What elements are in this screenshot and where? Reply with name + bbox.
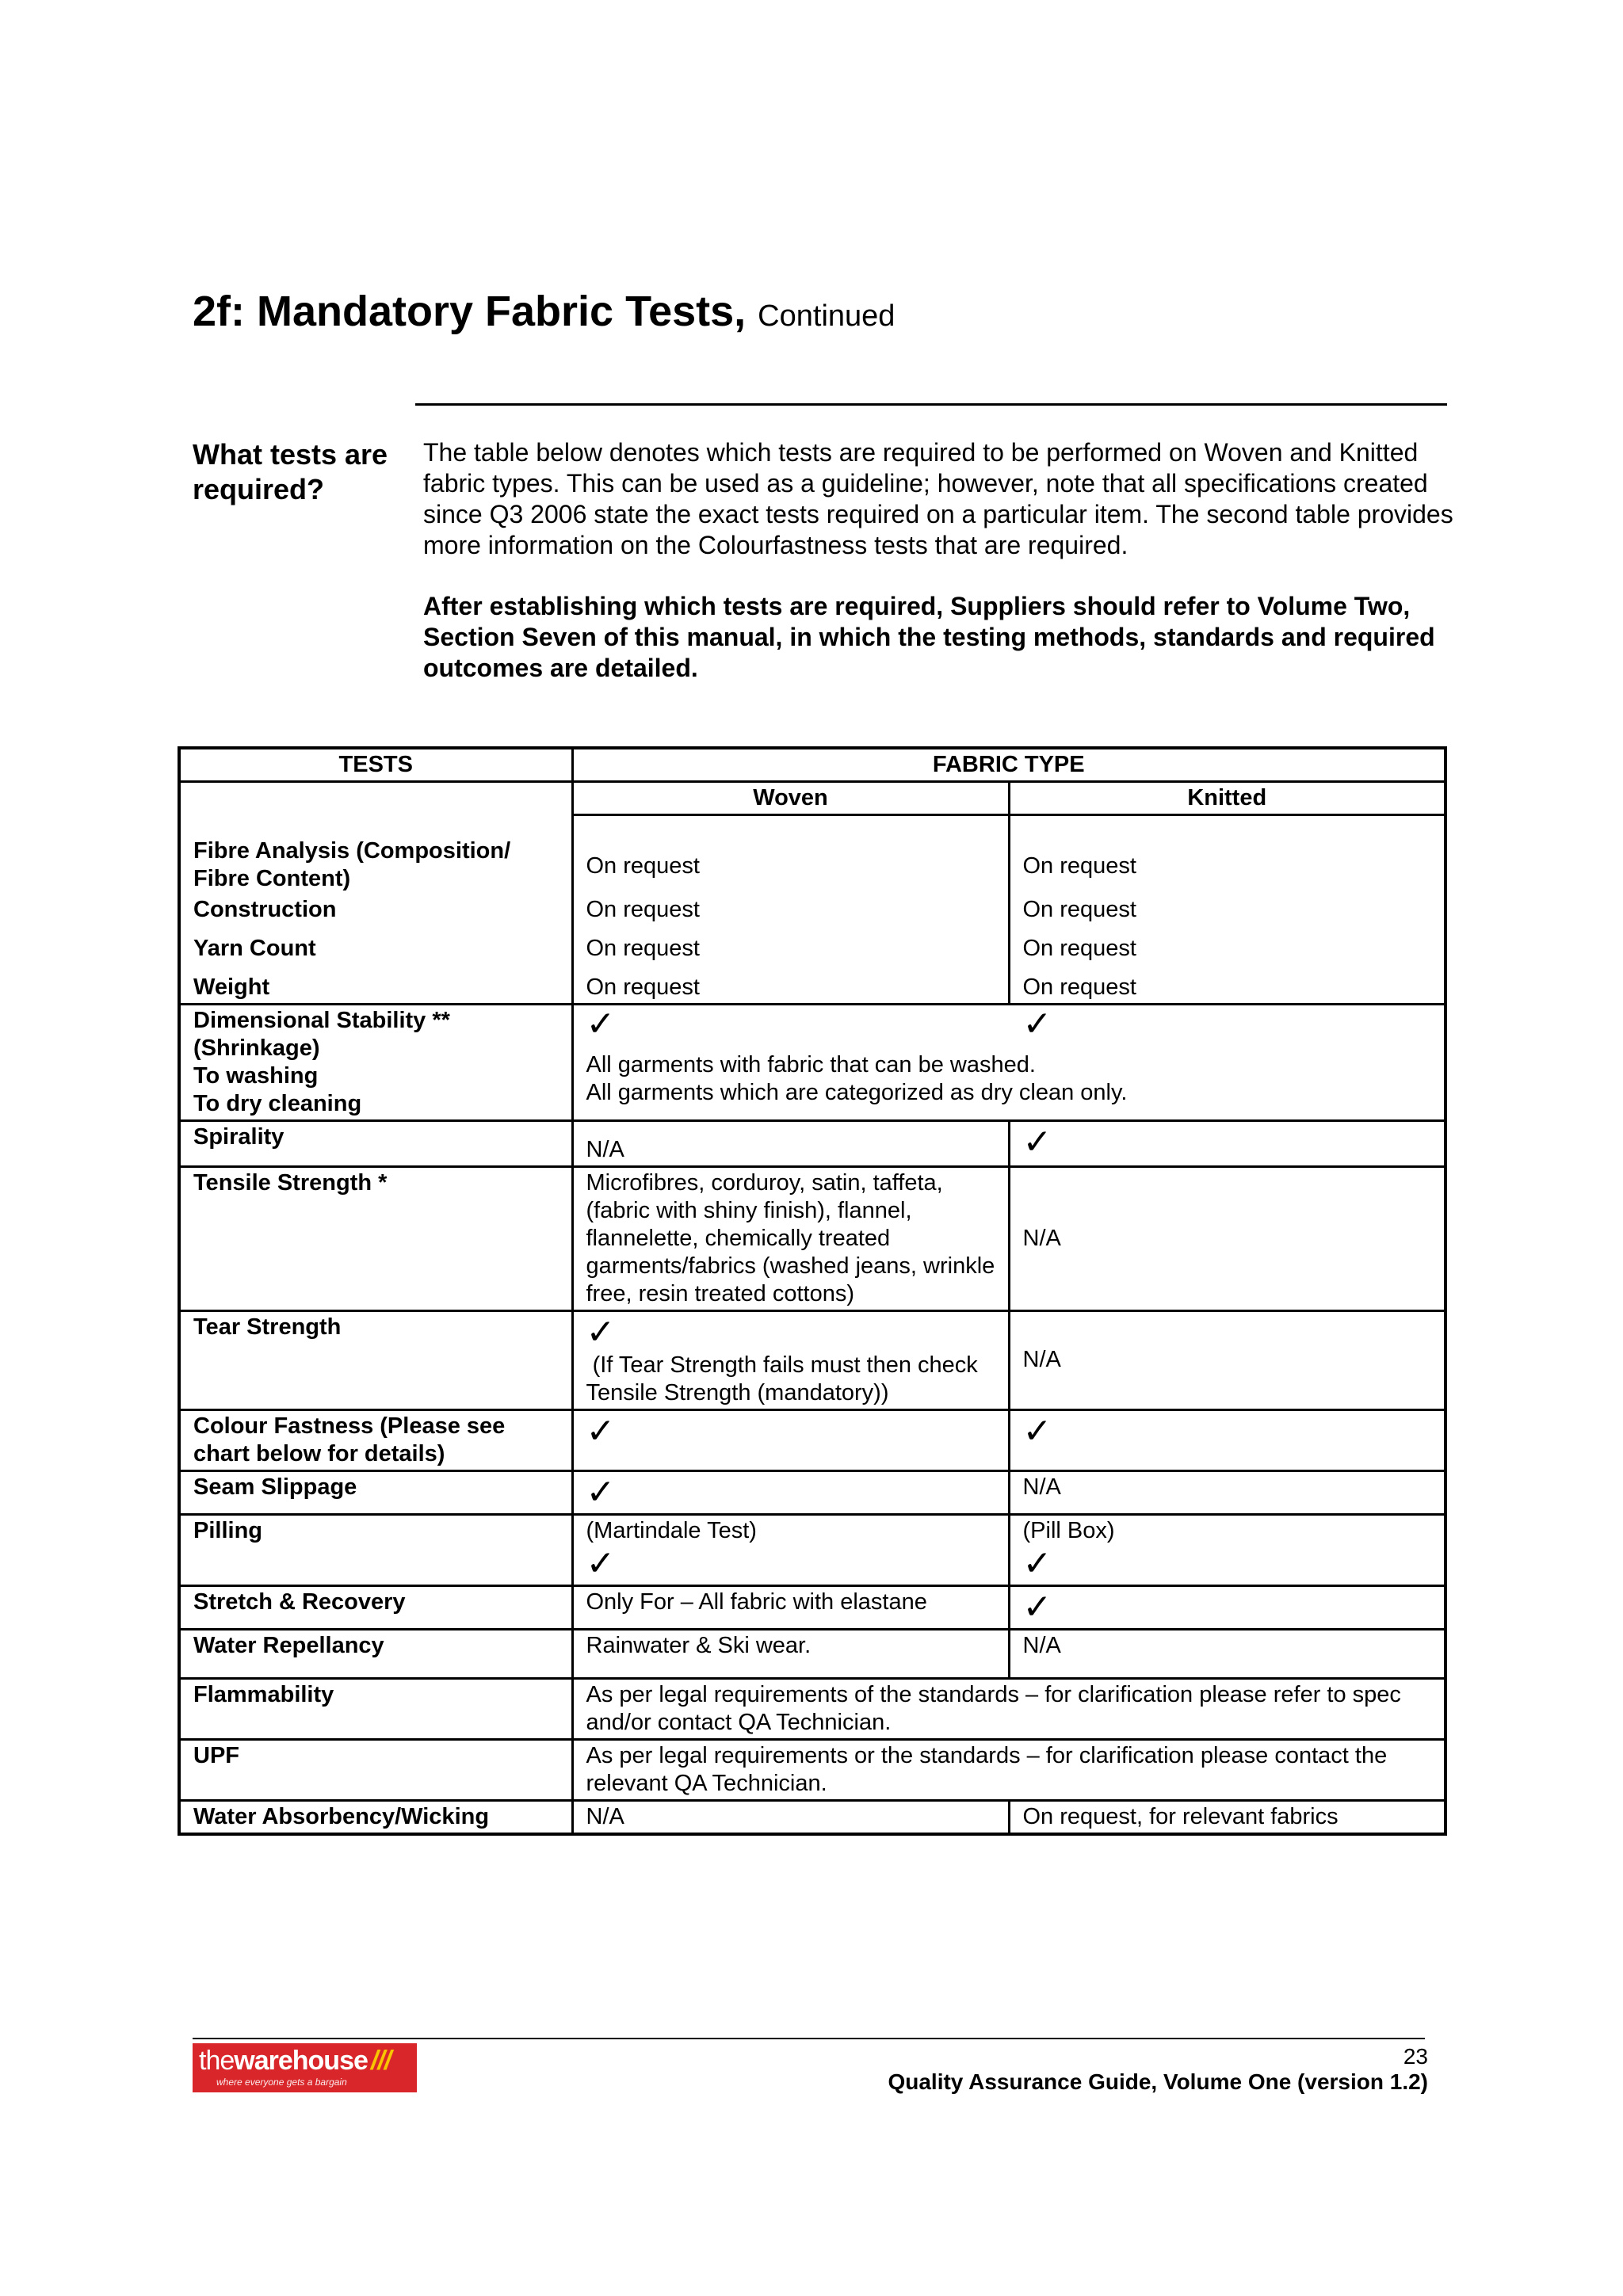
upf-note: As per legal requirements or the standards – for clarification please contact the relevant QA Technician.	[572, 1739, 1445, 1800]
table-header-row	[179, 748, 1445, 782]
test-name: Yarn Count	[179, 925, 572, 964]
woven-cell	[572, 1409, 1009, 1470]
test-name: Spirality	[179, 1120, 572, 1166]
knitted-cell	[1009, 1409, 1445, 1470]
checkmark-icon: ✓	[586, 1410, 616, 1451]
test-name: Weight	[179, 964, 572, 1005]
checkmark-icon: ✓	[1022, 1543, 1052, 1584]
woven-cell: N/A	[572, 1120, 1009, 1166]
table-row	[179, 1310, 1445, 1409]
table-row	[179, 1470, 1445, 1514]
test-name: Tear Strength	[179, 1310, 572, 1409]
header-fabric-type: FABRIC TYPE	[572, 748, 1445, 782]
to-dry-cleaning-label: To dry cleaning	[193, 1090, 362, 1116]
page-title-main: 2f: Mandatory Fabric Tests,	[193, 288, 747, 335]
test-name: Pilling	[179, 1514, 572, 1585]
the-warehouse-logo: thewarehouse /// where everyone gets a bargain	[193, 2043, 417, 2092]
knitted-cell: N/A	[1009, 1166, 1445, 1310]
table-row	[179, 1585, 1445, 1629]
test-name: Colour Fastness (Please see chart below for details)	[179, 1409, 572, 1470]
checkmark-icon: ✓	[586, 1003, 616, 1044]
guide-title: Quality Assurance Guide, Volume One (version 1.2)	[888, 2069, 1428, 2094]
footer-divider	[193, 2038, 1425, 2039]
woven-cell	[572, 1514, 1009, 1585]
fabric-tests-table	[178, 746, 1447, 1836]
table-row	[179, 1800, 1445, 1834]
test-name: Construction	[179, 894, 572, 925]
table-row	[179, 1409, 1445, 1470]
knitted-cell: On request	[1009, 894, 1445, 925]
dimensional-stability-label: Dimensional Stability ** (Shrinkage)	[193, 1007, 450, 1061]
tear-strength-note: (If Tear Strength fails must then check Tensile Strength (mandatory))	[586, 1352, 984, 1405]
intro-text	[423, 437, 1453, 714]
knitted-cell	[1009, 1120, 1445, 1166]
knitted-cell: N/A	[1009, 1470, 1445, 1514]
knitted-cell: On request	[1009, 925, 1445, 964]
pilling-knitted-method: (Pill Box)	[1022, 1517, 1115, 1543]
table-row	[179, 1120, 1445, 1166]
checkmark-icon: ✓	[1022, 1586, 1052, 1627]
woven-cell: Microfibres, corduroy, satin, taffeta,(fabric with shiny finish), flannel, flannelette, chemically treated garments/fabrics (washed jeans, wrinkle free, resin treated cottons)	[572, 1166, 1009, 1310]
table-row	[179, 1514, 1445, 1585]
checkmark-icon: ✓	[1022, 1410, 1052, 1451]
test-name: Flammability	[179, 1678, 572, 1739]
page-title	[193, 287, 895, 336]
dry-clean-note: All garments which are categorized as dry clean only.	[586, 1079, 1128, 1105]
table-row	[179, 1004, 1445, 1120]
knitted-cell: On request, for relevant fabrics	[1009, 1800, 1445, 1834]
test-name: Seam Slippage	[179, 1470, 572, 1514]
test-name: Stretch & Recovery	[179, 1585, 572, 1629]
knitted-cell: On request	[1009, 964, 1445, 1005]
table-row	[179, 1629, 1445, 1678]
table-row	[179, 894, 1445, 925]
woven-cell: Only For – All fabric with elastane	[572, 1585, 1009, 1629]
test-name: UPF	[179, 1739, 572, 1800]
knitted-cell	[1009, 1585, 1445, 1629]
woven-cell: On request	[572, 925, 1009, 964]
checkmark-icon: ✓	[1022, 1003, 1052, 1044]
flammability-note: As per legal requirements of the standards – for clarification please refer to spec and/or contact QA Technician.	[572, 1678, 1445, 1739]
section-divider	[415, 403, 1447, 406]
table-row	[179, 925, 1445, 964]
header-woven: Woven	[572, 782, 1009, 815]
page-title-suffix: Continued	[758, 299, 896, 333]
header-tests: TESTS	[179, 748, 572, 782]
table-subheader-row	[179, 782, 1445, 815]
table-row	[179, 815, 1445, 894]
pilling-woven-method: (Martindale Test)	[586, 1517, 757, 1543]
woven-cell: Rainwater & Ski wear.	[572, 1629, 1009, 1678]
table-row	[179, 1166, 1445, 1310]
intro-paragraph: The table below denotes which tests are required to be performed on Woven and Knitted fabric types. This can be used as a guideline; however, note that all specifications created since Q3 2006 state the exact tests required on a particular item. The second table provides more information on the Colourfastness tests that are required.	[423, 438, 1453, 559]
side-heading: What tests are required?	[193, 438, 388, 505]
table-row	[179, 1739, 1445, 1800]
dimensional-stability-details	[572, 1004, 1445, 1120]
woven-cell: N/A	[572, 1800, 1009, 1834]
test-name	[179, 1004, 572, 1120]
to-washing-label: To washing	[193, 1062, 319, 1089]
checkmark-icon: ✓	[1022, 1121, 1052, 1162]
test-name: Tensile Strength *	[179, 1166, 572, 1310]
checkmark-icon: ✓	[586, 1311, 616, 1352]
table-row	[179, 1678, 1445, 1739]
woven-cell: On request	[572, 964, 1009, 1005]
checkmark-icon: ✓	[586, 1471, 616, 1512]
knitted-cell: On request	[1009, 815, 1445, 894]
washing-note: All garments with fabric that can be washed.	[586, 1051, 1036, 1077]
woven-cell	[572, 1470, 1009, 1514]
woven-cell: On request	[572, 894, 1009, 925]
knitted-cell	[1009, 1514, 1445, 1585]
intro-bold-paragraph: After establishing which tests are required, Suppliers should refer to Volume Two, Section Seven of this manual, in which the testing methods, standards and required outcomes are detailed.	[423, 592, 1435, 682]
table-row	[179, 964, 1445, 1005]
checkmark-icon: ✓	[586, 1543, 616, 1584]
knitted-cell: N/A	[1009, 1310, 1445, 1409]
test-name: Fibre Analysis (Composition/ Fibre Content)	[179, 815, 572, 894]
woven-cell: On request	[572, 815, 1009, 894]
test-name: Water Repellancy	[179, 1629, 572, 1678]
test-name: Water Absorbency/Wicking	[179, 1800, 572, 1834]
page-number: 23	[1403, 2044, 1428, 2069]
header-knitted: Knitted	[1009, 782, 1445, 815]
knitted-cell: N/A	[1009, 1629, 1445, 1678]
woven-cell	[572, 1310, 1009, 1409]
